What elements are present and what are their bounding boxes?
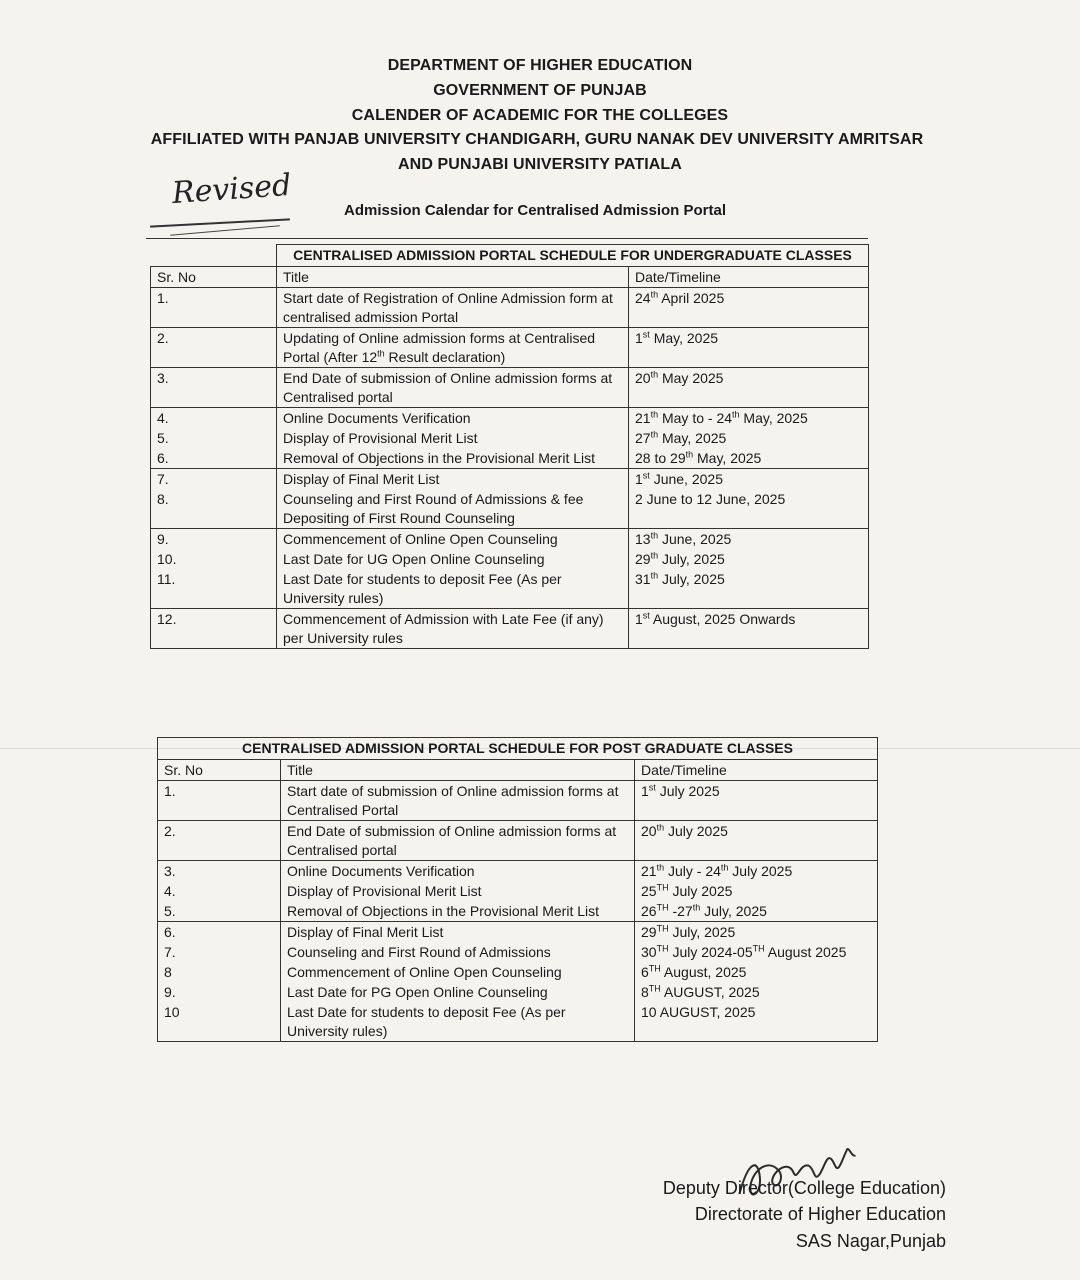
ug-cell-title: Display of Provisional Merit List [277, 428, 629, 448]
ug-cell-sr: 6. [151, 448, 277, 469]
header-affiliation: AFFILIATED WITH PANJAB UNIVERSITY CHANDIGARH, GURU NANAK DEV UNIVERSITY AMRITSAR [150, 131, 924, 148]
ug-cell-date: 2 June to 12 June, 2025 [629, 489, 869, 529]
ug-cell-date: 1st June, 2025 [629, 469, 869, 490]
pg-cell-title: End Date of submission of Online admission forms at Centralised portal [281, 821, 635, 861]
table-row [151, 408, 869, 429]
table-row [151, 448, 869, 469]
pg-cell-sr: 4. [158, 881, 281, 901]
pg-cell-date: 30TH July 2024-05TH August 2025 [635, 942, 878, 962]
ug-cell-date: 29th July, 2025 [629, 549, 869, 569]
pg-cell-title: Last Date for PG Open Online Counseling [281, 982, 635, 1002]
ug-header-title: Title [277, 267, 629, 288]
ug-cell-title: Updating of Online admission forms at Centralised Portal (After 12th Result declaration) [277, 328, 629, 368]
pg-table-body [158, 781, 878, 1042]
pg-cell-title: Start date of submission of Online admission forms at Centralised Portal [281, 781, 635, 821]
table-row [151, 529, 869, 550]
table-row [151, 469, 869, 490]
pg-cell-sr: 3. [158, 861, 281, 882]
table-row [158, 861, 878, 882]
ug-cell-title: Commencement of Admission with Late Fee (if any) per University rules [277, 609, 629, 649]
table-row [151, 549, 869, 569]
ug-cell-date: 21th May to - 24th May, 2025 [629, 408, 869, 429]
ug-cell-date: 27th May, 2025 [629, 428, 869, 448]
pg-cell-date: 10 AUGUST, 2025 [635, 1002, 878, 1042]
signatory-designation: Deputy Director(College Education) [662, 1178, 946, 1198]
pg-cell-sr: 5. [158, 901, 281, 922]
pg-cell-title: Counseling and First Round of Admissions [281, 942, 635, 962]
header-calendar: CALENDER OF ACADEMIC FOR THE COLLEGES [351, 107, 729, 124]
pg-cell-sr: 6. [158, 922, 281, 943]
pg-header-date: Date/Timeline [635, 760, 878, 781]
ug-cell-title: Commencement of Online Open Counseling [277, 529, 629, 550]
table-row [158, 781, 878, 821]
ug-cell-sr: 12. [151, 609, 277, 649]
pg-cell-sr: 1. [158, 781, 281, 821]
table-row [151, 368, 869, 408]
table-row [151, 569, 869, 609]
header-department: DEPARTMENT OF HIGHER EDUCATION [387, 57, 693, 74]
ug-cell-date: 24th April 2025 [629, 288, 869, 328]
ug-cell-date: 13th June, 2025 [629, 529, 869, 550]
pg-cell-title: Display of Provisional Merit List [281, 881, 635, 901]
revised-handwritten-note: Revised [170, 167, 293, 212]
ug-cell-date: 20th May 2025 [629, 368, 869, 408]
table-row [158, 982, 878, 1002]
ug-cell-sr: 3. [151, 368, 277, 408]
ug-cell-sr: 5. [151, 428, 277, 448]
pg-cell-title: Online Documents Verification [281, 861, 635, 882]
ug-cell-date: 1st August, 2025 Onwards [629, 609, 869, 649]
ug-header-date: Date/Timeline [629, 267, 869, 288]
pg-cell-date: 6TH August, 2025 [635, 962, 878, 982]
pg-cell-date: 26TH -27th July, 2025 [635, 901, 878, 922]
signatory-directorate: Directorate of Higher Education [694, 1204, 946, 1224]
separator-rule [146, 238, 868, 239]
table-row [151, 428, 869, 448]
ug-cell-sr: 8. [151, 489, 277, 529]
ug-header-sr: Sr. No [151, 267, 277, 288]
pg-cell-sr: 8 [158, 962, 281, 982]
ug-cell-sr: 4. [151, 408, 277, 429]
ug-table-body [151, 288, 869, 649]
ug-cell-date: 28 to 29th May, 2025 [629, 448, 869, 469]
table-row [158, 901, 878, 922]
header-university: AND PUNJABI UNIVERSITY PATIALA [398, 156, 682, 173]
ug-cell-title: Online Documents Verification [277, 408, 629, 429]
pg-cell-date: 20th July 2025 [635, 821, 878, 861]
ug-cell-sr: 1. [151, 288, 277, 328]
pg-table-caption: CENTRALISED ADMISSION PORTAL SCHEDULE FOR POST GRADUATE CLASSES [158, 738, 878, 760]
ug-cell-title: End Date of submission of Online admission forms at Centralised portal [277, 368, 629, 408]
pg-cell-sr: 10 [158, 1002, 281, 1042]
signature-scribble-icon [727, 1128, 885, 1213]
revised-underline-2 [170, 225, 280, 236]
ug-cell-title: Last Date for students to deposit Fee (As per University rules) [277, 569, 629, 609]
ug-cell-title: Counseling and First Round of Admissions & fee Depositing of First Round Counseling [277, 489, 629, 529]
table-row [158, 1002, 878, 1042]
table-row [158, 821, 878, 861]
ug-cell-title: Last Date for UG Open Online Counseling [277, 549, 629, 569]
pg-cell-date: 29TH July, 2025 [635, 922, 878, 943]
table-row [151, 609, 869, 649]
ug-cell-sr: 2. [151, 328, 277, 368]
pg-header-sr: Sr. No [158, 760, 281, 781]
pg-header-title: Title [281, 760, 635, 781]
pg-cell-sr: 7. [158, 942, 281, 962]
ug-table-caption: CENTRALISED ADMISSION PORTAL SCHEDULE FOR UNDERGRADUATE CLASSES [277, 245, 869, 267]
pg-schedule-table [157, 737, 878, 1042]
pg-cell-date: 1st July 2025 [635, 781, 878, 821]
ug-cell-sr: 11. [151, 569, 277, 609]
table-row [151, 328, 869, 368]
table-row [158, 881, 878, 901]
pg-cell-title: Last Date for students to deposit Fee (As per University rules) [281, 1002, 635, 1042]
table-row [151, 489, 869, 529]
ug-cell-sr: 9. [151, 529, 277, 550]
ug-cell-title: Start date of Registration of Online Admission form at centralised admission Portal [277, 288, 629, 328]
header-government: GOVERNMENT OF PUNJAB [433, 82, 647, 99]
table-row [158, 922, 878, 943]
ug-schedule-table [150, 244, 869, 649]
ug-cell-date: 1st May, 2025 [629, 328, 869, 368]
ug-cell-sr: 10. [151, 549, 277, 569]
pg-cell-date: 21th July - 24th July 2025 [635, 861, 878, 882]
admission-calendar-subtitle: Admission Calendar for Centralised Admission Portal [344, 202, 727, 219]
pg-cell-title: Display of Final Merit List [281, 922, 635, 943]
ug-cell-title: Removal of Objections in the Provisional Merit List [277, 448, 629, 469]
signatory-location: SAS Nagar,Punjab [795, 1231, 946, 1251]
pg-cell-title: Commencement of Online Open Counseling [281, 962, 635, 982]
ug-cell-title: Display of Final Merit List [277, 469, 629, 490]
table-row [151, 288, 869, 328]
ug-cell-date: 31th July, 2025 [629, 569, 869, 609]
table-row [158, 962, 878, 982]
pg-cell-date: 25TH July 2025 [635, 881, 878, 901]
table-row [158, 942, 878, 962]
pg-cell-date: 8TH AUGUST, 2025 [635, 982, 878, 1002]
pg-cell-title: Removal of Objections in the Provisional Merit List [281, 901, 635, 922]
pg-cell-sr: 2. [158, 821, 281, 861]
ug-cell-sr: 7. [151, 469, 277, 490]
pg-cell-sr: 9. [158, 982, 281, 1002]
